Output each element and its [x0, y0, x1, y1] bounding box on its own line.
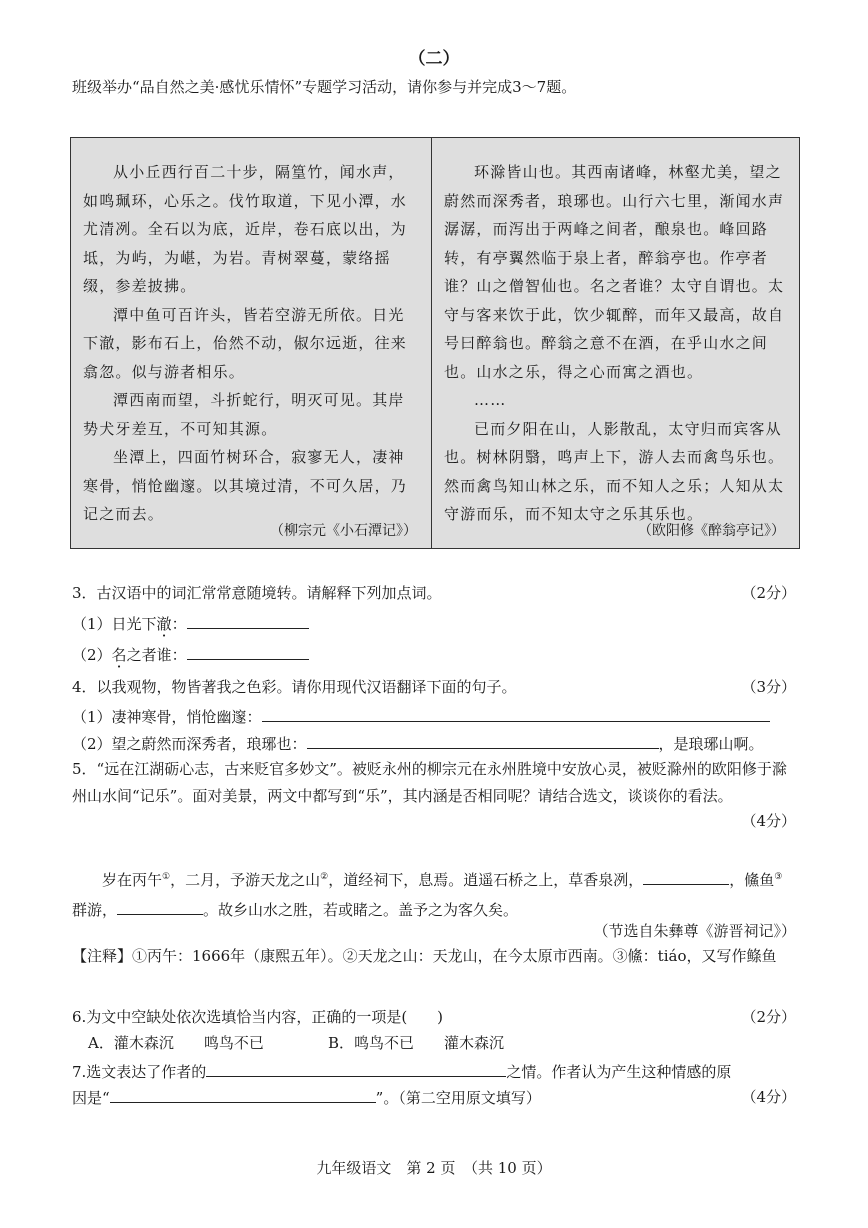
q3-item-1-prefix: （1）日光下 — [72, 615, 157, 633]
q7-text: 7.选文表达了作者的 — [72, 1063, 207, 1081]
q3-score: （2分） — [741, 584, 796, 602]
q4-score: （3分） — [741, 678, 796, 696]
right-paragraph: …… — [474, 391, 507, 409]
q3-item-1-suffix: ： — [171, 615, 187, 633]
q6-option-a[interactable]: A．灌木森沉 鸣鸟不已 — [88, 1034, 264, 1052]
q4-item-2-suffix: ，是琅琊山啊。 — [658, 735, 764, 753]
q6-score: （2分） — [741, 1008, 796, 1026]
q7-text: 因是“ — [72, 1089, 110, 1107]
q3-answer-blank-2[interactable] — [187, 643, 309, 660]
right-paragraph: 环滁皆山也。其西南诸峰，林壑尤美，望之蔚然而深秀者，琅琊也。山行六七里，渐闻水声潺潺，而泻出于两峰之间者，酿泉也。峰回路转，有亭翼然临于泉上者，醉翁亭也。作亭者谁？山之僧智仙也。名之者谁？太守自谓也。太守与客来饮于此，饮少辄醉，而年又最高，故自号曰醉翁也。醉翁之意不在酒，在乎山水之间也。山水之乐，得之心而寓之酒也。 — [444, 163, 785, 381]
q4-item-2-prefix: （2）望之蔚然而深秀者，琅琊也： — [72, 735, 307, 753]
q7-line-2 — [72, 1086, 541, 1108]
right-passage — [432, 138, 799, 548]
q3-item-2-suffix: 之者谁： — [126, 646, 187, 664]
q3-stem: 3．古汉语中的词汇常常意随境转。请解释下列加点词。 — [72, 584, 442, 602]
q4-item-1 — [72, 705, 770, 727]
footnote-marker: ③ — [774, 872, 783, 882]
passage-2-text: 。故乡山水之胜，若或睹之。盖予之为客久矣。 — [203, 901, 519, 919]
section-title: （二） — [408, 49, 460, 69]
right-paragraph: 已而夕阳在山，人影散乱，太守归而宾客从也。树林阴翳，鸣声上下，游人去而禽鸟乐也。然而禽鸟知山林之乐，而不知人之乐；人知从太守游而乐，而不知太守之乐其乐也。 — [444, 419, 785, 523]
q3-item-2 — [72, 643, 309, 665]
q7-score: （4分） — [741, 1088, 796, 1106]
q3-dotted-word-2: 名 — [111, 646, 127, 664]
q7-text: 之情。作者认为产生这种情感的原 — [506, 1063, 732, 1081]
q6-stem: 6.为文中空缺处依次选填恰当内容，正确的一项是( ) — [72, 1008, 444, 1026]
q7-line-1 — [72, 1060, 731, 1082]
q3-dotted-word-1: 澈 — [156, 615, 172, 633]
left-passage-source: （柳宗元《小石潭记》） — [270, 523, 417, 539]
q4-answer-blank-1[interactable] — [262, 705, 770, 722]
q4-item-1-label: （1）凄神寒骨，悄怆幽邃： — [72, 708, 262, 726]
q6-option-b[interactable]: B．鸣鸟不已 灌木森沉 — [328, 1034, 505, 1052]
q6-blank-1[interactable] — [643, 868, 729, 885]
left-paragraph: 潭西南而望，斗折蛇行，明灭可见。其岸势犬牙差互，不可知其源。 — [83, 391, 405, 438]
passage-2-text: 群游， — [72, 901, 118, 919]
activity-intro: 班级举办“品自然之美·感忧乐情怀”专题学习活动，请你参与并完成3～7题。 — [72, 78, 577, 96]
q4-stem: 4．以我观物，物皆著我之色彩。请你用现代汉语翻译下面的句子。 — [72, 678, 517, 696]
passage-2-notes: 【注释】①丙午：1666年（康熙五年）。②天龙之山：天龙山，在今太原市西南。③鯈：tiáo，又写作鲦鱼 — [72, 947, 777, 965]
left-paragraph: 潭中鱼可百许头，皆若空游无所依。日光下澈，影布石上，佁然不动，俶尔远逝，往来翕忽。似与游者相乐。 — [83, 305, 408, 381]
q4-item-2 — [72, 732, 764, 754]
passage-box — [70, 137, 800, 549]
q5-text: 5．“远在江湖砺心志，古来贬官多妙文”。被贬永州的柳宗元在永州胜境中安放心灵，被贬滁州的欧阳修于滁州山水间“记乐”。面对美景，两文中都写到“乐”，其内涵是否相同呢？请结合选文，谈谈你的看法。 — [72, 760, 787, 805]
passage-2-source: （节选自朱彝尊《游晋祠记》） — [593, 922, 796, 940]
q7-text: ”。（第二空用原文填写） — [375, 1089, 541, 1107]
left-passage — [71, 138, 432, 548]
passage-2-text: 鯈鱼 — [744, 871, 775, 889]
footnote-marker: ② — [320, 872, 329, 882]
passage-2-text: ， — [729, 871, 745, 889]
left-paragraph: 从小丘西行百二十步，隔篁竹，闻水声，如鸣珮环，心乐之。伐竹取道，下见小潭，水尤清冽。全石以为底，近岸，卷石底以出，为坻，为屿，为嵁，为岩。青树翠蔓，蒙络摇缀，参差披拂。 — [83, 163, 408, 295]
passage-2 — [72, 862, 796, 925]
q3-item-1 — [72, 612, 309, 634]
q4-answer-blank-2[interactable] — [307, 732, 659, 749]
right-passage-source: （欧阳修《醉翁亭记》） — [638, 523, 785, 539]
q5-score: （4分） — [741, 812, 796, 830]
left-paragraph: 坐潭上，四面竹树环合，寂寥无人，凄神寒骨，悄怆幽邃。以其境过清，不可久居，乃记之而去。 — [83, 448, 408, 523]
q7-answer-blank-1[interactable] — [206, 1060, 506, 1077]
passage-2-text: ，二月，予游天龙之山 — [170, 871, 321, 889]
passage-2-text: ，道经祠下，息焉。逍遥石桥之上，草香泉冽， — [328, 871, 644, 889]
page-footer: 九年级语文 第 2 页 （共 10 页） — [316, 1159, 552, 1177]
q7-answer-blank-2[interactable] — [110, 1086, 376, 1103]
q3-item-2-prefix: （2） — [72, 646, 112, 664]
q3-answer-blank-1[interactable] — [187, 612, 309, 629]
footnote-marker: ① — [162, 872, 171, 882]
passage-2-text: 岁在丙午 — [102, 871, 163, 889]
q6-blank-2[interactable] — [117, 898, 203, 915]
